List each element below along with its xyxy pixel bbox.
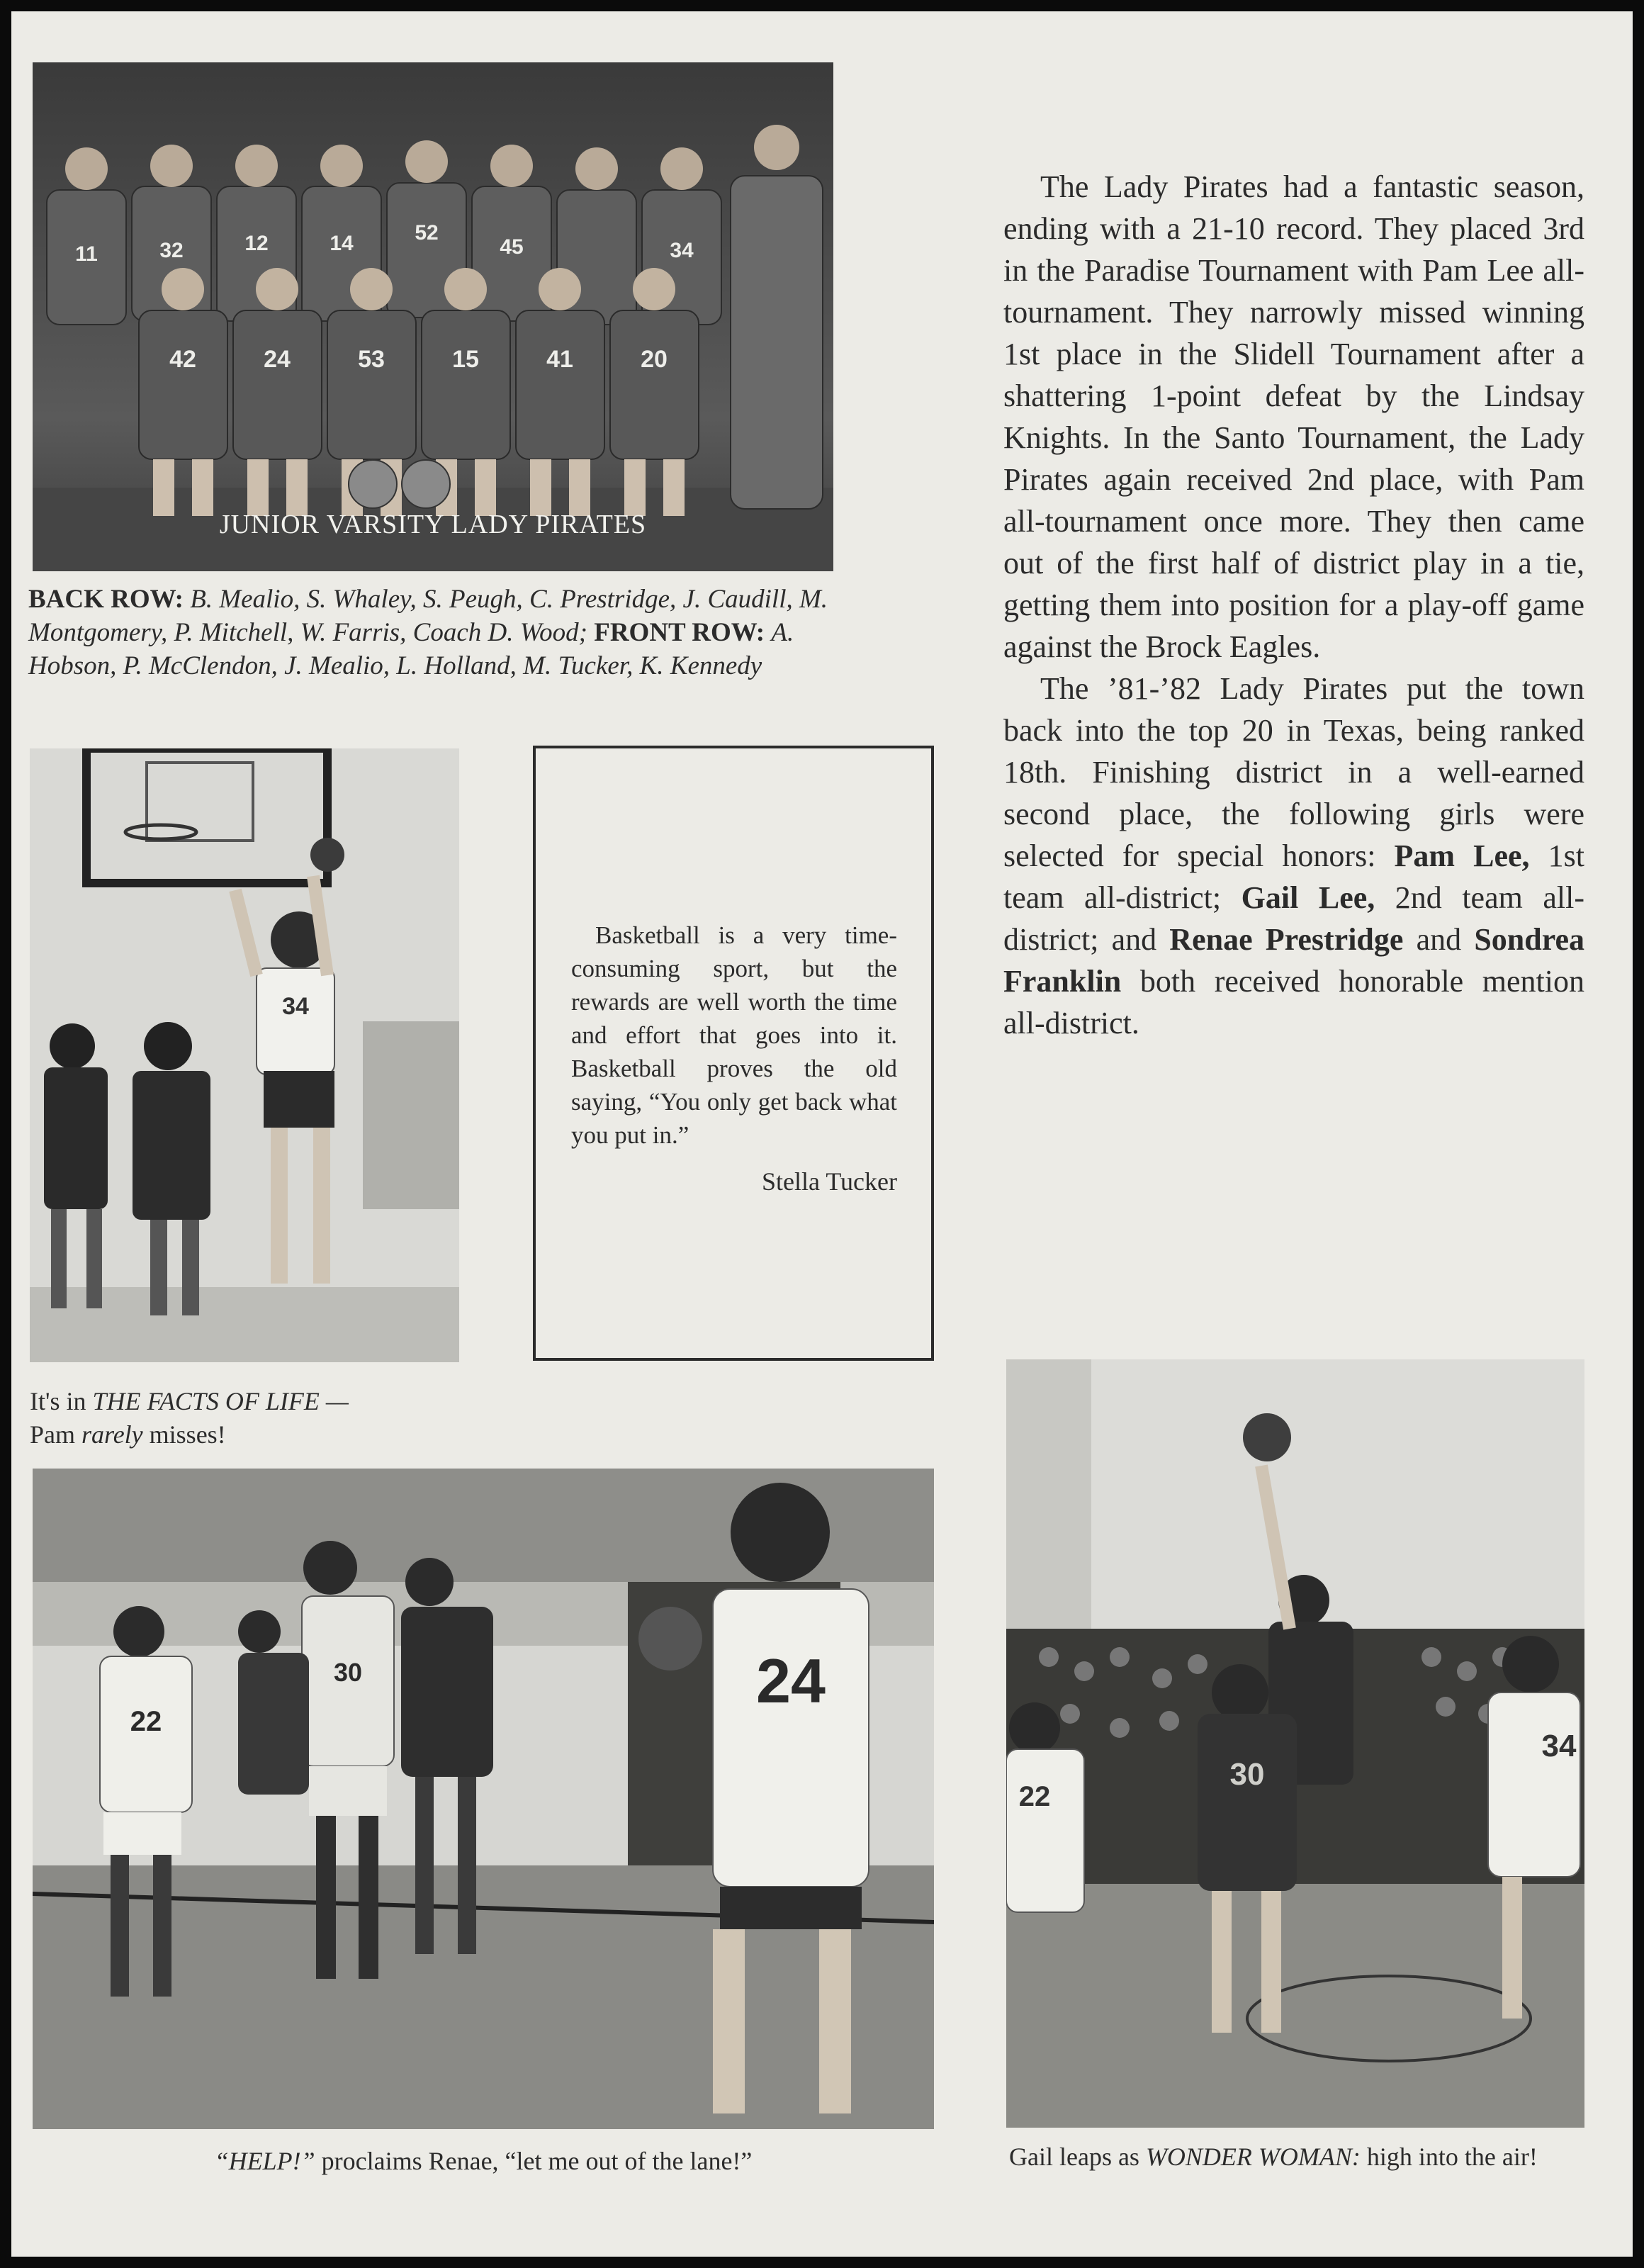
shot-caption-prefix: It's in	[30, 1387, 86, 1415]
jersey-number: 34	[670, 239, 694, 262]
article-paragraph-2	[1003, 668, 1584, 1044]
quote-author: Stella Tucker	[761, 1167, 897, 1196]
honoree-name: Renae Prestridge	[1169, 922, 1404, 957]
front-row-label: FRONT ROW:	[594, 618, 765, 647]
shot-caption-show-title: THE FACTS OF LIFE —	[92, 1387, 349, 1415]
lane-caption-rest: proclaims Renae, “let me out of the lane!”	[321, 2147, 753, 2175]
jersey-number: 24	[264, 346, 291, 373]
back-row-names: B. Mealio, S. Whaley, S. Peugh, C. Prestridge, J. Caudill, M. Montgomery, P. Mitchell, W. Farris, Coach D. Wood;	[28, 585, 828, 647]
team-photo-art	[33, 62, 833, 571]
jersey-number: 42	[169, 346, 196, 373]
jersey-number: 11	[75, 242, 98, 266]
jersey-number: 45	[500, 235, 524, 259]
jersey-number: 12	[244, 232, 269, 255]
article-p2-text: and	[1416, 922, 1462, 957]
article	[1003, 166, 1584, 1044]
article-p2-text: 2nd team all-district; and	[1003, 880, 1584, 957]
yearbook-page	[11, 11, 1633, 2257]
leap-photo-art	[1006, 1359, 1584, 2128]
shot-photo-caption	[30, 1385, 483, 1452]
honoree-name: Pam Lee,	[1394, 838, 1530, 873]
lane-photo-art	[33, 1469, 934, 2129]
jersey-number: 22	[130, 1706, 162, 1737]
article-p2-text: 1st team all-district;	[1003, 838, 1585, 915]
front-row-names: A. Hobson, P. McClendon, J. Mealio, L. Holland, M. Tucker, K. Kennedy	[28, 618, 794, 680]
lane-photo	[33, 1469, 934, 2129]
article-p2-text: both received honorable mention all-district.	[1003, 964, 1585, 1040]
shot-photo	[30, 748, 459, 1362]
back-row-label: BACK ROW:	[28, 585, 184, 614]
leap-caption-end: high into the air!	[1366, 2143, 1538, 2171]
team-photo-label: JUNIOR VARSITY LADY PIRATES	[219, 510, 647, 539]
jersey-number: 22	[1018, 1781, 1051, 1812]
jersey-number: 32	[159, 239, 184, 262]
jersey-number: 41	[546, 346, 573, 373]
leap-caption-hero: WONDER WOMAN:	[1145, 2143, 1361, 2171]
lane-photo-caption	[33, 2145, 934, 2178]
lane-caption-exclamation: “HELP!”	[214, 2147, 315, 2175]
article-paragraph-1: The Lady Pirates had a fantastic season, ending with a 21-10 record. They placed 3rd in the Paradise Tournament with Pam Lee all-tournament. They narrowly missed winning 1st place in the Slidell Tournament after a shattering 1-point defeat by the Lindsay Knights. In the Santo Tournament, the Lady Pirates again received 2nd place, with Pam all-tournament once more. They then came out of the first half of district play in a tie, getting them into position for a play-off game against the Brock Eagles.	[1003, 169, 1584, 664]
jersey-number: 14	[330, 232, 354, 255]
honoree-name: Gail Lee,	[1241, 880, 1375, 915]
article-p2-text: The ’81-’82 Lady Pirates put the town back into the top 20 in Texas, being ranked 18th. Finishing district in a well-earned second place, the following girls were selected for special honors:	[1003, 671, 1584, 873]
team-photo-caption	[28, 583, 836, 683]
jersey-number: 52	[415, 221, 439, 245]
leap-caption-prefix: Gail leaps as	[1009, 2143, 1139, 2171]
shot-caption-emphasis: rarely	[81, 1420, 143, 1449]
jersey-number: 30	[333, 1658, 363, 1687]
shot-caption-name: Pam	[30, 1420, 76, 1449]
jersey-number: 34	[282, 993, 309, 1020]
team-photo	[33, 62, 833, 571]
leap-photo-caption	[1009, 2140, 1597, 2174]
shot-caption-end: misses!	[149, 1420, 226, 1449]
jersey-number: 30	[1229, 1757, 1265, 1792]
jersey-number: 24	[756, 1646, 826, 1716]
jersey-number: 20	[641, 346, 668, 373]
jersey-number: 15	[452, 346, 479, 373]
honoree-name: Sondrea Franklin	[1003, 922, 1584, 999]
shot-photo-art	[30, 748, 459, 1362]
jersey-number: 53	[358, 346, 385, 373]
leap-photo	[1006, 1359, 1584, 2128]
jersey-number: 34	[1541, 1729, 1577, 1763]
quote-text: Basketball is a very time-consuming sport, but the rewards are well worth the time and effort that goes into it. Basketball proves the old saying, “You only get back what you put in.”	[571, 921, 897, 1149]
quote-box	[533, 746, 934, 1361]
